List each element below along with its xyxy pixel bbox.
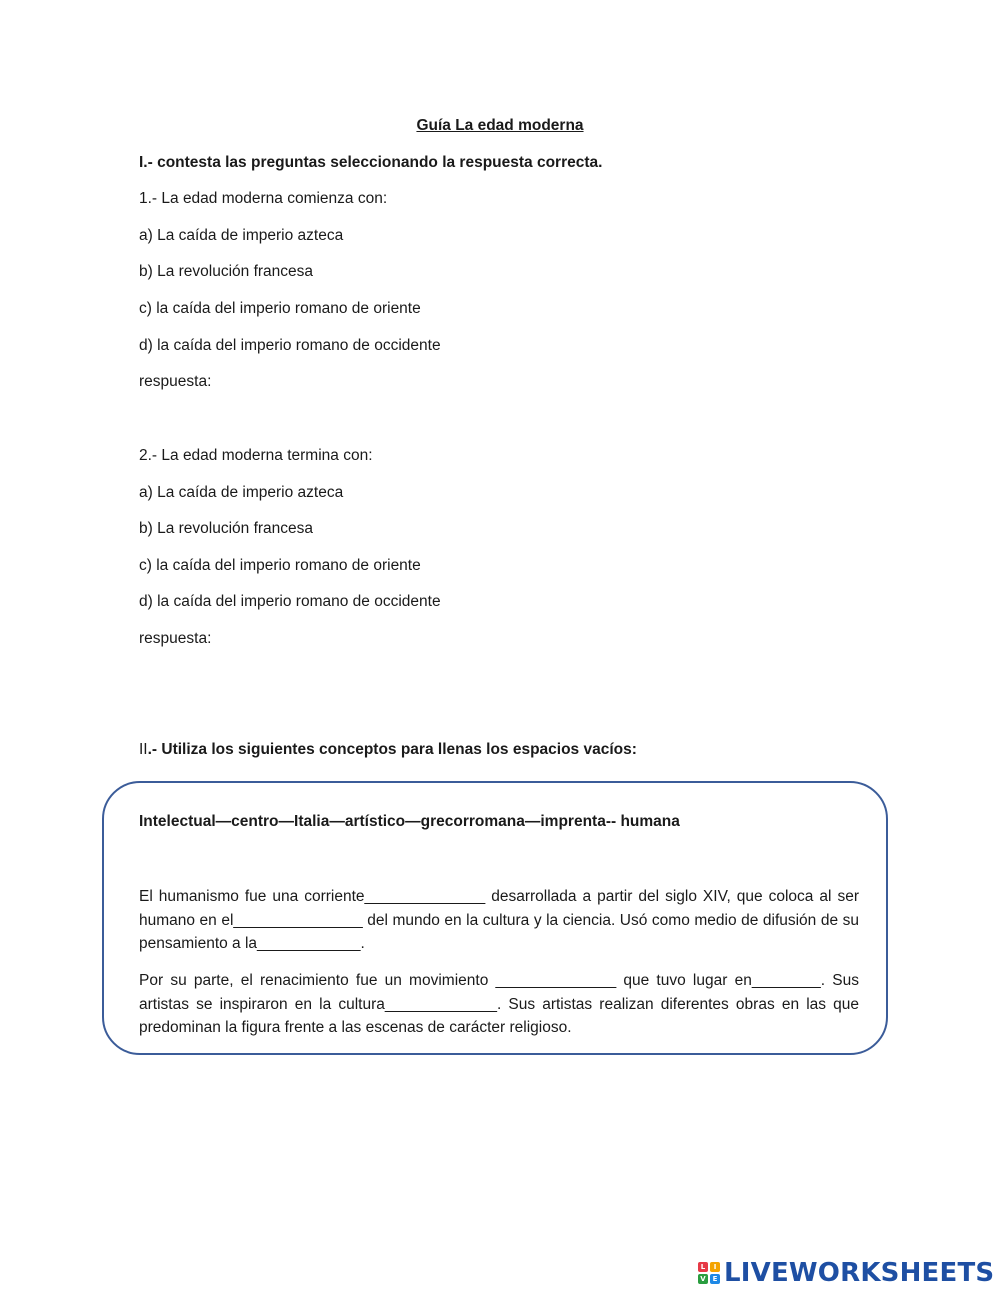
section2-heading-text: .- Utiliza los siguientes conceptos para llenas los espacios vacíos: [147, 741, 637, 758]
logo-letter-i: I [710, 1262, 720, 1272]
q1-answer-label: respuesta: [139, 373, 212, 390]
logo-mark-icon [698, 1262, 720, 1284]
section2-heading-prefix: II [139, 741, 148, 758]
q2-option-b[interactable]: b) La revolución francesa [139, 520, 314, 537]
liveworksheets-logo [698, 1258, 994, 1288]
q2-answer-label: respuesta: [139, 630, 212, 647]
logo-letter-e: E [710, 1274, 720, 1284]
q2-option-d[interactable]: d) la caída del imperio romano de occidente [139, 593, 441, 610]
q1-option-b[interactable]: b) La revolución francesa [139, 263, 314, 280]
section1-heading: I.- contesta las preguntas seleccionando la respuesta correcta. [139, 154, 603, 171]
word-bank: Intelectual—centro—Italia—artístico—grecorromana—imprenta-- humana [139, 813, 680, 830]
paragraph-renacimiento: Por su parte, el renacimiento fue un movimiento ______________ que tuvo lugar en________. Sus artistas se inspiraron en la cultura_____________. Sus artistas realizan diferentes obras en las que predominan la figura frente a las escenas de carácter religioso. [139, 972, 859, 1036]
logo-letter-v: V [698, 1274, 708, 1284]
q1-option-d[interactable]: d) la caída del imperio romano de occidente [139, 337, 441, 354]
logo-letter-l: L [698, 1262, 708, 1272]
q1-question: 1.- La edad moderna comienza con: [139, 190, 388, 207]
logo-text: LIVEWORKSHEETS [724, 1258, 995, 1288]
q2-option-c[interactable]: c) la caída del imperio romano de oriente [139, 557, 421, 574]
document-title: Guía La edad moderna [416, 117, 584, 134]
q2-question: 2.- La edad moderna termina con: [139, 447, 373, 464]
paragraph-humanismo: El humanismo fue una corriente______________ desarrollada a partir del siglo XIV, que coloca al ser humano en el_______________ del mundo en la cultura y la ciencia. Usó como medio de difusión de su pensamiento a la____________. [139, 888, 859, 952]
q1-option-c[interactable]: c) la caída del imperio romano de oriente [139, 300, 421, 317]
section2-heading [139, 741, 637, 759]
q2-option-a[interactable]: a) La caída de imperio azteca [139, 484, 344, 501]
q1-option-a[interactable]: a) La caída de imperio azteca [139, 227, 344, 244]
